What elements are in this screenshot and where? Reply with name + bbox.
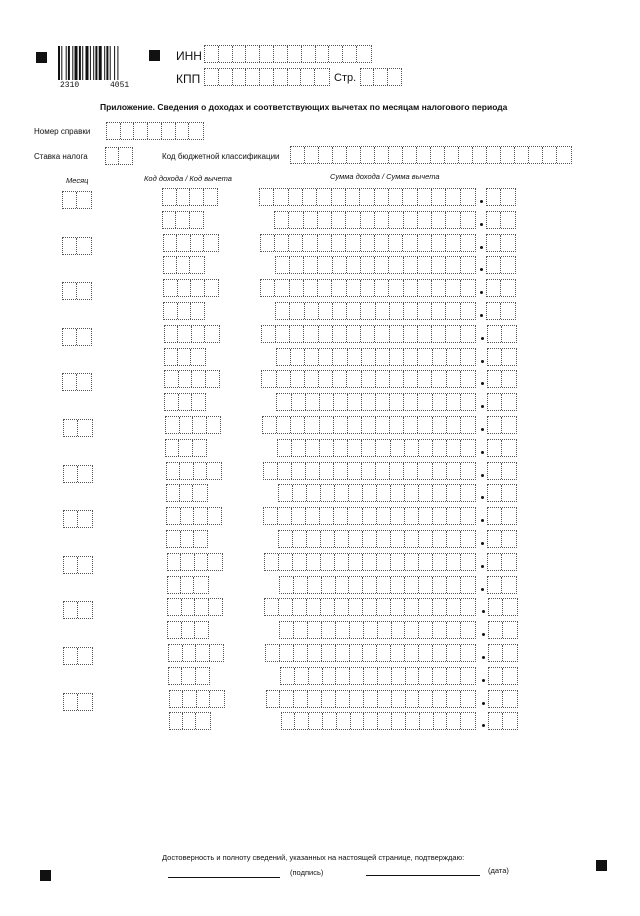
deduction-code-field[interactable] [166,530,208,548]
kpp-label: КПП [176,72,201,86]
column-header-amount: Сумма дохода / Сумма вычета [330,172,440,181]
registration-mark-top-left [36,52,47,63]
income-kopecks-field[interactable] [486,279,516,297]
income-kopecks-field[interactable] [487,507,517,525]
income-amount-field[interactable] [264,598,476,616]
month-field[interactable] [63,601,93,619]
income-kopecks-field[interactable] [488,644,518,662]
decimal-point [482,633,485,636]
decimal-point [482,724,485,727]
income-kopecks-field[interactable] [488,598,518,616]
confirmation-text: Достоверность и полноту сведений, указанных на настоящей странице, подтверждаю: [162,853,465,862]
decimal-point [480,200,483,203]
deduction-amount-field[interactable] [277,439,476,457]
month-field[interactable] [62,237,92,255]
inn-field[interactable] [204,45,372,63]
tax-rate-label: Ставка налога [34,152,88,161]
deduction-code-field[interactable] [167,621,209,639]
decimal-point [482,656,485,659]
deduction-amount-field[interactable] [274,211,476,229]
income-amount-field[interactable] [266,690,476,708]
deduction-kopecks-field[interactable] [487,484,517,502]
deduction-amount-field[interactable] [280,667,476,685]
decimal-point [481,360,484,363]
deduction-amount-field[interactable] [276,348,476,366]
decimal-point [481,588,484,591]
month-field[interactable] [63,465,93,483]
deduction-code-field[interactable] [166,484,208,502]
decimal-point [481,451,484,454]
budget-code-label: Код бюджетной классификации [162,152,280,161]
income-amount-field[interactable] [259,188,476,206]
registration-mark-top-middle [149,50,160,61]
income-kopecks-field[interactable] [487,553,517,571]
income-amount-field[interactable] [262,416,476,434]
column-header-month: Месяц [66,176,89,185]
income-amount-field[interactable] [265,644,476,662]
decimal-point [481,405,484,408]
income-code-field[interactable] [166,507,222,525]
month-field[interactable] [63,419,93,437]
deduction-kopecks-field[interactable] [487,393,517,411]
certificate-number-field[interactable] [106,122,204,140]
income-code-field[interactable] [167,598,223,616]
barcode-right-number: 4051 [110,81,130,90]
decimal-point [481,428,484,431]
deduction-amount-field[interactable] [278,530,476,548]
income-amount-field[interactable] [263,462,476,480]
income-amount-field[interactable] [260,234,476,252]
deduction-amount-field[interactable] [281,712,476,730]
deduction-amount-field[interactable] [278,484,476,502]
deduction-amount-field[interactable] [276,393,476,411]
decimal-point [480,246,483,249]
deduction-kopecks-field[interactable] [487,576,517,594]
decimal-point [480,223,483,226]
income-code-field[interactable] [162,188,218,206]
deduction-code-field[interactable] [167,576,209,594]
decimal-point [480,268,483,271]
date-line[interactable] [366,875,480,876]
deduction-kopecks-field[interactable] [488,621,518,639]
decimal-point [481,519,484,522]
decimal-point [481,542,484,545]
deduction-code-field[interactable] [164,348,206,366]
kpp-field[interactable] [204,68,330,86]
income-code-field[interactable] [168,644,224,662]
column-header-code: Код дохода / Код вычета [144,174,232,183]
deduction-kopecks-field[interactable] [486,211,516,229]
deduction-code-field[interactable] [163,302,205,320]
certificate-number-label: Номер справки [34,127,91,136]
decimal-point [481,382,484,385]
inn-label: ИНН [176,49,202,63]
barcode [58,46,138,80]
income-code-field[interactable] [163,279,219,297]
month-field[interactable] [63,647,93,665]
income-kopecks-field[interactable] [487,416,517,434]
deduction-code-field[interactable] [162,211,204,229]
income-code-field[interactable] [166,462,222,480]
month-field[interactable] [63,556,93,574]
income-kopecks-field[interactable] [486,188,516,206]
income-code-field[interactable] [165,416,221,434]
deduction-kopecks-field[interactable] [487,530,517,548]
deduction-kopecks-field[interactable] [486,256,516,274]
income-amount-field[interactable] [261,325,476,343]
deduction-amount-field[interactable] [279,621,476,639]
decimal-point [481,496,484,499]
barcode-left-number: 2310 [60,81,80,90]
income-code-field[interactable] [164,325,220,343]
deduction-kopecks-field[interactable] [488,667,518,685]
income-kopecks-field[interactable] [487,325,517,343]
page-field[interactable] [360,68,402,86]
month-field[interactable] [62,373,92,391]
month-field[interactable] [62,328,92,346]
income-kopecks-field[interactable] [487,370,517,388]
income-amount-field[interactable] [263,507,476,525]
deduction-amount-field[interactable] [275,256,476,274]
decimal-point [481,337,484,340]
income-kopecks-field[interactable] [487,462,517,480]
month-field[interactable] [63,693,93,711]
registration-mark-bottom-left [40,870,51,881]
income-code-field[interactable] [169,690,225,708]
deduction-code-field[interactable] [165,439,207,457]
income-kopecks-field[interactable] [486,234,516,252]
decimal-point [481,474,484,477]
deduction-code-field[interactable] [164,393,206,411]
deduction-amount-field[interactable] [275,302,476,320]
date-label: (дата) [488,866,509,875]
form-title: Приложение. Сведения о доходах и соответствующих вычетах по месяцам налогового периода [100,102,508,112]
month-field[interactable] [62,282,92,300]
page-label: Стр. [334,72,357,84]
signature-label: (подпись) [290,868,324,877]
deduction-kopecks-field[interactable] [486,302,516,320]
decimal-point [482,610,485,613]
deduction-amount-field[interactable] [279,576,476,594]
registration-mark-bottom-right [596,860,607,871]
income-amount-field[interactable] [261,370,476,388]
income-amount-field[interactable] [264,553,476,571]
decimal-point [481,565,484,568]
income-code-field[interactable] [163,234,219,252]
signature-line[interactable] [168,877,280,878]
deduction-code-field[interactable] [168,667,210,685]
tax-rate-field[interactable] [105,147,133,165]
income-kopecks-field[interactable] [488,690,518,708]
month-field[interactable] [63,510,93,528]
decimal-point [480,291,483,294]
budget-code-field[interactable] [290,146,572,164]
income-amount-field[interactable] [260,279,476,297]
deduction-code-field[interactable] [169,712,211,730]
decimal-point [480,314,483,317]
decimal-point [482,679,485,682]
deduction-kopecks-field[interactable] [487,348,517,366]
month-field[interactable] [62,191,92,209]
deduction-code-field[interactable] [163,256,205,274]
deduction-kopecks-field[interactable] [488,712,518,730]
deduction-kopecks-field[interactable] [487,439,517,457]
decimal-point [482,702,485,705]
income-code-field[interactable] [167,553,223,571]
income-code-field[interactable] [164,370,220,388]
